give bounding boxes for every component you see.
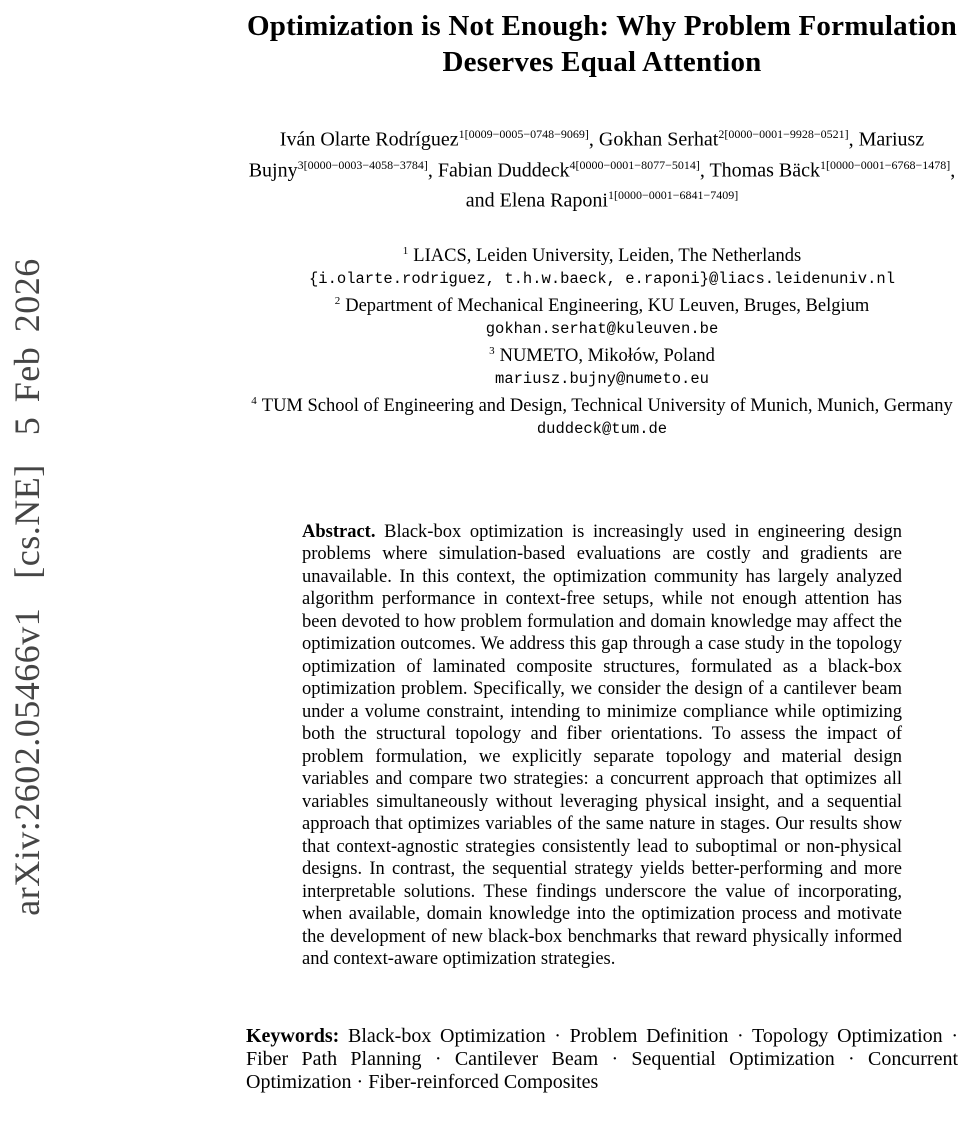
arxiv-stamp: arXiv:2602.05466v1 [cs.NE] 5 Feb 2026: [7, 258, 47, 916]
author-orcid-superscript: 4[0000−0001−8077−5014]: [569, 157, 700, 172]
author-name: Thomas Bäck: [709, 159, 820, 182]
author-orcid-superscript: 1[0000−0001−6768−1478]: [820, 157, 951, 172]
affiliation-text: TUM School of Engineering and Design, Technical University of Munich, Munich, Germany: [261, 396, 953, 417]
abstract-label: Abstract.: [302, 521, 376, 542]
affiliation-marker: 1: [402, 244, 409, 257]
affiliation-email: {i.olarte.rodriguez, t.h.w.baeck, e.raponi}@liacs.leidenuniv.nl: [309, 269, 895, 288]
author-separator: ,: [588, 128, 599, 151]
author-separator: ,: [848, 128, 859, 151]
affiliation-line: [246, 390, 958, 418]
author-name: Elena Raponi: [499, 189, 608, 212]
author-orcid-superscript: 1[0009−0005−0748−9069]: [458, 127, 589, 141]
keywords-label: Keywords:: [246, 1024, 340, 1047]
abstract-text: Black-box optimization is increasingly used in engineering design problems where simulation-based evaluations are costly and gradients are unavailable. In this context, the optimization community has largely analyzed algorithm performance in context-free setups, while not enough attention has been devoted to how problem formulation and domain knowledge may affect the optimization outcomes. We address this gap through a case study in the topology optimization of laminated composite structures, formulated as a black-box optimization problem. Specifically, we consider the design of a cantilever beam under a volume constraint, intending to minimize compliance while optimizing both the structural topology and fiber orientations. To assess the impact of problem formulation, we explicitly separate topology and material design variables and compare two strategies: a concurrent approach that optimizes all variables simultaneously without leveraging physical insight, and a sequential approach that optimizes variables of the same nature in stages. Our results show that context-agnostic strategies consistently lead to suboptimal or non-physical designs. In contrast, the sequential strategy yields better-performing and more interpretable solutions. These findings underscore the value of incorporating, when available, domain knowledge into the optimization process and motivate the development of new black-box benchmarks that reward physically informed and context-aware optimization strategies.: [302, 521, 902, 970]
affiliation-text: Department of Mechanical Engineering, KU Leuven, Bruges, Belgium: [345, 296, 870, 317]
abstract-section: [302, 521, 902, 971]
paper-content: [246, 0, 958, 1094]
affiliation-email: mariusz.bujny@numeto.eu: [495, 369, 709, 388]
affiliation-text: LIACS, Leiden University, Leiden, The Netherlands: [413, 246, 802, 267]
keywords-text: Black-box Optimization · Problem Definition · Topology Optimization · Fiber Path Planning · Cantilever Beam · Sequential Optimization · Concurrent Optimization · Fiber-reinforced Composites: [246, 1024, 958, 1093]
paper-title: Optimization is Not Enough: Why Problem Formulation Deserves Equal Attention: [246, 10, 957, 78]
affiliation-marker: 2: [334, 295, 341, 308]
author-orcid-superscript: 1[0000−0001−6841−7409]: [607, 188, 739, 203]
author-name: Iván Olarte Rodríguez: [279, 128, 459, 151]
author-orcid-superscript: 3[0000−0003−4058−3784]: [297, 157, 428, 172]
author-separator: ,: [699, 159, 710, 182]
affiliations-block: [246, 240, 958, 441]
affiliation-line: [246, 240, 958, 268]
authors-line: [246, 122, 958, 214]
author-separator: , and: [465, 159, 956, 212]
keywords-section: [246, 1025, 958, 1094]
author-name: Gokhan Serhat: [598, 128, 719, 151]
affiliation-marker: 4: [251, 395, 257, 408]
author-separator: ,: [427, 159, 438, 182]
author-orcid-superscript: 2[0000−0001−9928−0521]: [718, 127, 849, 141]
affiliation-email: duddeck@tum.de: [536, 420, 668, 439]
author-name: Fabian Duddeck: [437, 159, 570, 182]
affiliation-line: [246, 340, 958, 368]
affiliation-line: [246, 290, 958, 318]
affiliation-email: gokhan.serhat@kuleuven.be: [485, 319, 719, 338]
author-name: Mariusz Bujny: [248, 128, 925, 182]
affiliation-marker: 3: [489, 345, 495, 358]
affiliation-text: NUMETO, Mikołów, Poland: [499, 346, 715, 367]
